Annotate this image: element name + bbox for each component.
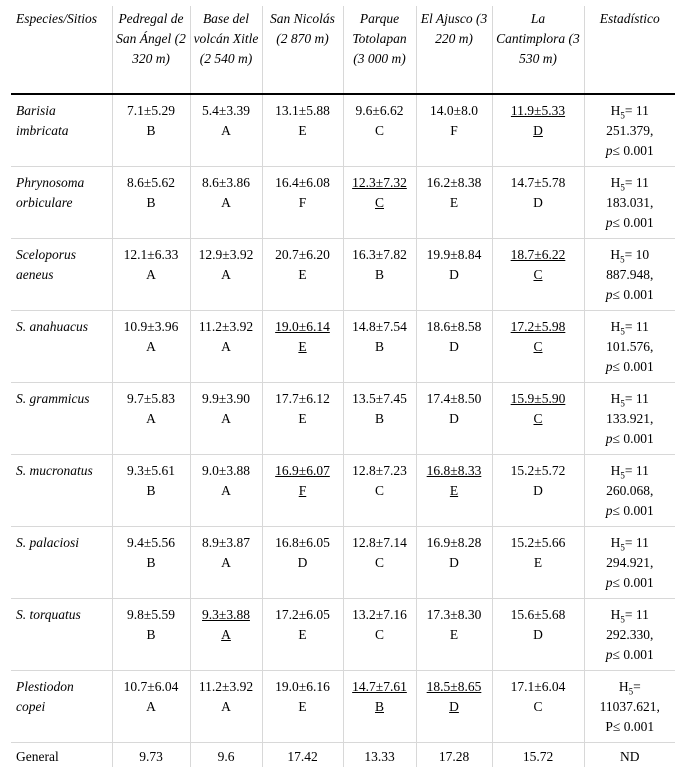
species-name: S. torquatus	[16, 605, 109, 625]
mean-sd: 13.2±7.16	[347, 605, 413, 625]
general-label: General	[11, 743, 112, 767]
group-letter: F	[299, 195, 307, 210]
mean-sd: 13.1±5.88	[266, 101, 340, 121]
value-cell	[190, 94, 262, 167]
statistic-cell	[584, 527, 675, 599]
group-letter: E	[298, 267, 306, 282]
statistic-eq: = 11	[625, 463, 649, 478]
statistic-value: 251.379,	[588, 121, 673, 141]
value-cell	[492, 527, 584, 599]
results-table	[11, 6, 675, 767]
mean-sd: 18.7±6.22	[496, 245, 581, 265]
mean-sd: 14.8±7.54	[347, 317, 413, 337]
mean-sd: 7.1±5.29	[116, 101, 187, 121]
table-row	[11, 239, 675, 311]
mean-sd: 17.2±6.05	[266, 605, 340, 625]
value-cell	[190, 239, 262, 311]
value-cell	[190, 167, 262, 239]
group-letter: C	[375, 123, 384, 138]
group-letter: D	[449, 555, 459, 570]
p-symbol: p	[606, 359, 613, 374]
p-value: ≤ 0.001	[613, 503, 654, 518]
mean-sd: 14.0±8.0	[420, 101, 489, 121]
value-cell	[343, 383, 416, 455]
value-cell	[112, 167, 190, 239]
mean-sd: 9.9±3.90	[194, 389, 259, 409]
group-letter: B	[146, 483, 155, 498]
mean-sd: 9.3±3.88	[194, 605, 259, 625]
general-value: 17.42	[262, 743, 343, 767]
statistic-line	[588, 677, 673, 697]
mean-sd: 9.7±5.83	[116, 389, 187, 409]
value-cell	[492, 455, 584, 527]
group-letter: A	[221, 699, 231, 714]
mean-sd: 10.9±3.96	[116, 317, 187, 337]
header-species: Especies/Sitios	[11, 6, 112, 94]
general-value: 15.72	[492, 743, 584, 767]
statistic-h: H	[611, 103, 621, 118]
group-letter: B	[375, 339, 384, 354]
value-cell	[343, 527, 416, 599]
group-letter: E	[298, 411, 306, 426]
general-value: 17.28	[416, 743, 492, 767]
group-letter: C	[375, 555, 384, 570]
value-cell	[190, 671, 262, 743]
header-xitle: Base del volcán Xitle (2 540 m)	[190, 6, 262, 94]
p-symbol: p	[606, 575, 613, 590]
statistic-value: 101.576,	[588, 337, 673, 357]
statistic-eq: = 11	[625, 535, 649, 550]
statistic-pline	[588, 717, 673, 737]
species-name: S. mucronatus	[16, 461, 109, 481]
species-cell	[11, 527, 112, 599]
p-symbol: P	[605, 719, 613, 734]
species-name: Plestiodon	[16, 677, 109, 697]
species-name: S. palaciosi	[16, 533, 109, 553]
value-cell	[112, 311, 190, 383]
value-cell	[190, 527, 262, 599]
mean-sd: 9.8±5.59	[116, 605, 187, 625]
statistic-cell	[584, 455, 675, 527]
statistic-value: 133.921,	[588, 409, 673, 429]
value-cell	[112, 527, 190, 599]
value-cell	[112, 383, 190, 455]
mean-sd: 18.6±8.58	[420, 317, 489, 337]
mean-sd: 5.4±3.39	[194, 101, 259, 121]
group-letter: D	[449, 411, 459, 426]
p-symbol: p	[606, 287, 613, 302]
value-cell	[416, 167, 492, 239]
statistic-line	[588, 605, 673, 625]
group-letter: D	[449, 267, 459, 282]
value-cell	[492, 311, 584, 383]
mean-sd: 16.8±6.05	[266, 533, 340, 553]
mean-sd: 12.3±7.32	[347, 173, 413, 193]
p-value: ≤ 0.001	[613, 215, 654, 230]
species-cell	[11, 383, 112, 455]
value-cell	[416, 599, 492, 671]
statistic-pline	[588, 429, 673, 449]
statistic-eq: = 11	[625, 391, 649, 406]
mean-sd: 9.0±3.88	[194, 461, 259, 481]
value-cell	[343, 599, 416, 671]
group-letter: D	[449, 339, 459, 354]
value-cell	[492, 239, 584, 311]
statistic-cell	[584, 599, 675, 671]
mean-sd: 18.5±8.65	[420, 677, 489, 697]
p-symbol: p	[606, 431, 613, 446]
mean-sd: 16.9±8.28	[420, 533, 489, 553]
species-cell	[11, 599, 112, 671]
statistic-eq: = 11	[625, 319, 649, 334]
group-letter: D	[298, 555, 308, 570]
mean-sd: 12.8±7.14	[347, 533, 413, 553]
statistic-subscript: 5	[620, 543, 625, 553]
mean-sd: 17.3±8.30	[420, 605, 489, 625]
statistic-pline	[588, 141, 673, 161]
group-letter: A	[146, 411, 156, 426]
group-letter: E	[298, 699, 306, 714]
mean-sd: 16.3±7.82	[347, 245, 413, 265]
statistic-value: 887.948,	[588, 265, 673, 285]
general-row	[11, 743, 675, 767]
group-letter: A	[221, 195, 231, 210]
value-cell	[416, 527, 492, 599]
mean-sd: 12.8±7.23	[347, 461, 413, 481]
value-cell	[262, 455, 343, 527]
statistic-line	[588, 317, 673, 337]
value-cell	[262, 311, 343, 383]
species-name: orbiculare	[16, 193, 109, 213]
statistic-eq: =	[633, 679, 641, 694]
value-cell	[262, 94, 343, 167]
value-cell	[262, 599, 343, 671]
group-letter: D	[449, 699, 459, 714]
value-cell	[112, 599, 190, 671]
group-letter: A	[146, 267, 156, 282]
header-statistic: Estadístico	[584, 6, 675, 94]
value-cell	[416, 455, 492, 527]
table-row	[11, 383, 675, 455]
statistic-pline	[588, 573, 673, 593]
statistic-h: H	[610, 247, 620, 262]
value-cell	[416, 94, 492, 167]
general-value: 13.33	[343, 743, 416, 767]
species-cell	[11, 94, 112, 167]
value-cell	[492, 671, 584, 743]
statistic-pline	[588, 213, 673, 233]
species-name: Barisia	[16, 101, 109, 121]
value-cell	[416, 383, 492, 455]
mean-sd: 17.2±5.98	[496, 317, 581, 337]
species-cell	[11, 167, 112, 239]
mean-sd: 16.9±6.07	[266, 461, 340, 481]
header-san-nicolas: San Nicolás (2 870 m)	[262, 6, 343, 94]
group-letter: A	[221, 555, 231, 570]
general-value: 9.73	[112, 743, 190, 767]
mean-sd: 17.4±8.50	[420, 389, 489, 409]
statistic-subscript: 5	[620, 399, 625, 409]
group-letter: A	[146, 699, 156, 714]
mean-sd: 20.7±6.20	[266, 245, 340, 265]
statistic-subscript: 5	[629, 687, 634, 697]
group-letter: C	[375, 195, 384, 210]
group-letter: B	[375, 699, 384, 714]
value-cell	[343, 455, 416, 527]
statistic-pline	[588, 285, 673, 305]
statistic-line	[588, 173, 673, 193]
species-cell	[11, 671, 112, 743]
group-letter: F	[299, 483, 307, 498]
group-letter: E	[450, 627, 458, 642]
species-name: Phrynosoma	[16, 173, 109, 193]
p-value: ≤ 0.001	[613, 359, 654, 374]
statistic-value: 292.330,	[588, 625, 673, 645]
mean-sd: 13.5±7.45	[347, 389, 413, 409]
mean-sd: 15.2±5.66	[496, 533, 581, 553]
value-cell	[492, 383, 584, 455]
p-symbol: p	[606, 647, 613, 662]
table-row	[11, 167, 675, 239]
header-totolapan: Parque Totolapan (3 000 m)	[343, 6, 416, 94]
group-letter: A	[221, 267, 231, 282]
group-letter: A	[146, 339, 156, 354]
statistic-subscript: 5	[620, 615, 625, 625]
value-cell	[343, 167, 416, 239]
statistic-h: H	[611, 391, 621, 406]
header-pedregal: Pedregal de San Ángel (2 320 m)	[112, 6, 190, 94]
table-row	[11, 455, 675, 527]
mean-sd: 16.8±8.33	[420, 461, 489, 481]
group-letter: B	[146, 627, 155, 642]
value-cell	[190, 311, 262, 383]
statistic-h: H	[611, 463, 621, 478]
value-cell	[112, 94, 190, 167]
group-letter: A	[221, 411, 231, 426]
group-letter: E	[450, 483, 458, 498]
value-cell	[343, 94, 416, 167]
statistic-value: 11037.621,	[588, 697, 673, 717]
species-name: Sceloporus	[16, 245, 109, 265]
value-cell	[416, 671, 492, 743]
statistic-line	[588, 389, 673, 409]
mean-sd: 8.9±3.87	[194, 533, 259, 553]
value-cell	[343, 311, 416, 383]
value-cell	[190, 383, 262, 455]
mean-sd: 12.9±3.92	[194, 245, 259, 265]
statistic-line	[588, 461, 673, 481]
group-letter: E	[450, 195, 458, 210]
statistic-cell	[584, 671, 675, 743]
mean-sd: 8.6±3.86	[194, 173, 259, 193]
mean-sd: 17.1±6.04	[496, 677, 581, 697]
group-letter: F	[450, 123, 458, 138]
species-name: imbricata	[16, 121, 109, 141]
mean-sd: 19.9±8.84	[420, 245, 489, 265]
statistic-eq: = 11	[625, 175, 649, 190]
statistic-cell	[584, 94, 675, 167]
statistic-eq: = 11	[625, 607, 649, 622]
mean-sd: 9.6±6.62	[347, 101, 413, 121]
group-letter: A	[221, 483, 231, 498]
statistic-subscript: 5	[620, 471, 625, 481]
group-letter: D	[533, 483, 543, 498]
group-letter: C	[533, 339, 542, 354]
group-letter: A	[221, 123, 231, 138]
statistic-eq: = 11	[625, 103, 649, 118]
p-value: ≤ 0.001	[613, 575, 654, 590]
group-letter: D	[533, 627, 543, 642]
statistic-eq: = 10	[625, 247, 650, 262]
p-value: ≤ 0.001	[613, 719, 654, 734]
group-letter: E	[298, 123, 306, 138]
p-value: ≤ 0.001	[613, 143, 654, 158]
statistic-value: 183.031,	[588, 193, 673, 213]
statistic-value: 294.921,	[588, 553, 673, 573]
value-cell	[492, 94, 584, 167]
group-letter: A	[221, 627, 231, 642]
group-letter: E	[298, 627, 306, 642]
statistic-pline	[588, 645, 673, 665]
mean-sd: 15.9±5.90	[496, 389, 581, 409]
mean-sd: 19.0±6.16	[266, 677, 340, 697]
group-letter: B	[146, 123, 155, 138]
p-value: ≤ 0.001	[613, 431, 654, 446]
header-row	[11, 6, 675, 94]
value-cell	[112, 239, 190, 311]
mean-sd: 11.9±5.33	[496, 101, 581, 121]
p-symbol: p	[606, 215, 613, 230]
p-value: ≤ 0.001	[613, 647, 654, 662]
mean-sd: 11.2±3.92	[194, 677, 259, 697]
table-row	[11, 671, 675, 743]
statistic-cell	[584, 311, 675, 383]
value-cell	[343, 671, 416, 743]
statistic-cell	[584, 167, 675, 239]
value-cell	[262, 383, 343, 455]
statistic-subscript: 5	[620, 255, 625, 265]
value-cell	[416, 239, 492, 311]
group-letter: E	[298, 339, 306, 354]
table-row	[11, 94, 675, 167]
species-cell	[11, 311, 112, 383]
statistic-h: H	[611, 319, 621, 334]
statistic-line	[588, 245, 673, 265]
statistic-pline	[588, 501, 673, 521]
value-cell	[262, 167, 343, 239]
value-cell	[262, 239, 343, 311]
species-name: S. anahuacus	[16, 317, 109, 337]
p-symbol: p	[606, 503, 613, 518]
general-value: 9.6	[190, 743, 262, 767]
mean-sd: 10.7±6.04	[116, 677, 187, 697]
statistic-subscript: 5	[620, 327, 625, 337]
p-value: ≤ 0.001	[613, 287, 654, 302]
statistic-value: 260.068,	[588, 481, 673, 501]
group-letter: B	[146, 195, 155, 210]
value-cell	[262, 527, 343, 599]
value-cell	[416, 311, 492, 383]
statistic-line	[588, 101, 673, 121]
group-letter: B	[375, 411, 384, 426]
p-symbol: p	[606, 143, 613, 158]
header-cantimplora: La Cantimplora (3 530 m)	[492, 6, 584, 94]
mean-sd: 9.3±5.61	[116, 461, 187, 481]
species-name: aeneus	[16, 265, 109, 285]
statistic-cell	[584, 239, 675, 311]
species-name: copei	[16, 697, 109, 717]
mean-sd: 14.7±5.78	[496, 173, 581, 193]
table-row	[11, 311, 675, 383]
mean-sd: 12.1±6.33	[116, 245, 187, 265]
statistic-cell	[584, 383, 675, 455]
group-letter: C	[533, 699, 542, 714]
group-letter: C	[375, 627, 384, 642]
statistic-subscript: 5	[620, 183, 625, 193]
mean-sd: 17.7±6.12	[266, 389, 340, 409]
statistic-h: H	[619, 679, 629, 694]
group-letter: E	[534, 555, 542, 570]
group-letter: D	[533, 195, 543, 210]
group-letter: B	[146, 555, 155, 570]
table-row	[11, 599, 675, 671]
value-cell	[492, 599, 584, 671]
mean-sd: 16.2±8.38	[420, 173, 489, 193]
value-cell	[112, 671, 190, 743]
statistic-h: H	[611, 535, 621, 550]
group-letter: A	[221, 339, 231, 354]
mean-sd: 14.7±7.61	[347, 677, 413, 697]
value-cell	[262, 671, 343, 743]
group-letter: C	[375, 483, 384, 498]
group-letter: C	[533, 267, 542, 282]
header-ajusco: El Ajusco (3 220 m)	[416, 6, 492, 94]
species-cell	[11, 239, 112, 311]
group-letter: B	[375, 267, 384, 282]
value-cell	[492, 167, 584, 239]
value-cell	[190, 599, 262, 671]
mean-sd: 16.4±6.08	[266, 173, 340, 193]
statistic-pline	[588, 357, 673, 377]
species-name: S. grammicus	[16, 389, 109, 409]
statistic-h: H	[611, 607, 621, 622]
mean-sd: 11.2±3.92	[194, 317, 259, 337]
mean-sd: 15.2±5.72	[496, 461, 581, 481]
mean-sd: 8.6±5.62	[116, 173, 187, 193]
value-cell	[343, 239, 416, 311]
statistic-line	[588, 533, 673, 553]
statistic-subscript: 5	[620, 111, 625, 121]
species-cell	[11, 455, 112, 527]
mean-sd: 19.0±6.14	[266, 317, 340, 337]
group-letter: C	[533, 411, 542, 426]
mean-sd: 15.6±5.68	[496, 605, 581, 625]
group-letter: D	[533, 123, 543, 138]
value-cell	[190, 455, 262, 527]
value-cell	[112, 455, 190, 527]
mean-sd: 9.4±5.56	[116, 533, 187, 553]
general-value: ND	[584, 743, 675, 767]
statistic-h: H	[611, 175, 621, 190]
table-row	[11, 527, 675, 599]
